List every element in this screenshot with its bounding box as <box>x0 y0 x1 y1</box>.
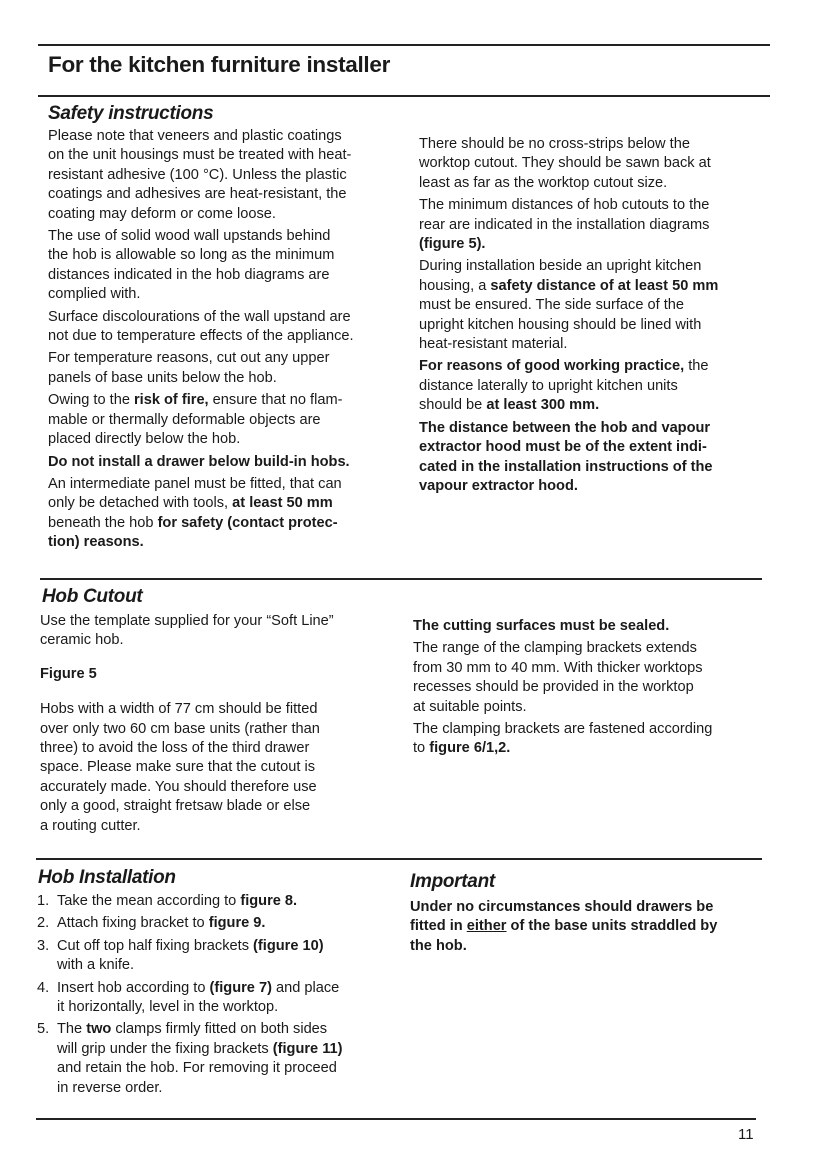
text-line <box>419 174 718 193</box>
text-run: in reverse order. <box>57 1079 163 1096</box>
bold-text: (figure 7) <box>209 979 272 996</box>
text-line <box>48 369 354 388</box>
bold-text: (figure 10) <box>253 937 324 954</box>
text-line <box>48 349 354 368</box>
text-run: Use the template supplied for your “Soft Line” <box>40 613 334 629</box>
underlined-bold-text: either <box>466 918 507 935</box>
text-line <box>40 631 334 650</box>
text-line <box>410 917 717 936</box>
text-run: on the unit housings must be treated with heat- <box>48 147 352 164</box>
text-run: accurately made. You should therefore use <box>40 778 317 795</box>
list-item <box>37 979 343 1018</box>
cutout-left-column <box>40 612 334 839</box>
text-run: only be detached with tools, <box>48 495 233 512</box>
text-line <box>37 937 343 956</box>
bold-text: of the base units straddled by <box>506 918 718 935</box>
paragraph <box>419 257 718 354</box>
text-line <box>419 377 718 396</box>
text-run: coating may deform or come loose. <box>48 205 276 222</box>
text-run: Cut off top half fixing brackets <box>57 937 254 954</box>
text-line <box>48 430 354 449</box>
bold-text: vapour extractor hood. <box>419 477 578 494</box>
bold-text: Figure 5 <box>40 665 97 682</box>
text-line <box>413 659 712 678</box>
text-line <box>37 998 343 1017</box>
text-run: the <box>684 358 709 375</box>
text-line <box>413 639 712 658</box>
text-line <box>413 678 712 697</box>
top-rule <box>38 44 770 46</box>
text-run: and retain the hob. For removing it proceed <box>57 1060 337 1077</box>
step-number: 2. <box>37 915 50 932</box>
bold-text: figure 6/1,2. <box>429 740 511 757</box>
important-heading: Important <box>410 871 495 892</box>
text-line <box>37 1020 343 1039</box>
paragraph <box>413 720 712 759</box>
text-run: placed directly below the hob. <box>48 431 241 448</box>
text-run: from 30 mm to 40 mm. With thicker worktops <box>413 659 703 676</box>
paragraph <box>48 453 354 472</box>
text-run: Attach fixing bracket to <box>57 915 209 932</box>
bold-text: safety distance of at least 50 mm <box>490 277 719 294</box>
bold-text: at least 300 mm. <box>486 397 600 414</box>
installation-rule <box>36 858 762 860</box>
cutout-rule <box>40 578 762 580</box>
text-run: clamps firmly fitted on both sides <box>111 1021 328 1038</box>
text-line <box>40 797 334 816</box>
bold-text: The cutting surfaces must be sealed. <box>413 618 670 634</box>
bold-text: at least 50 mm <box>232 495 333 512</box>
text-line <box>37 1079 343 1098</box>
text-line <box>413 698 712 717</box>
paragraph <box>40 700 334 836</box>
installation-heading: Hob Installation <box>38 867 176 888</box>
text-line <box>40 817 334 836</box>
text-line <box>37 914 343 933</box>
paragraph <box>48 391 354 449</box>
page-number: 11 <box>738 1126 754 1143</box>
text-line <box>48 327 354 346</box>
page-title: For the kitchen furniture installer <box>48 52 391 77</box>
bold-text: cated in the installation instructions of the <box>419 458 713 475</box>
bold-text: for safety (contact protec- <box>157 514 338 531</box>
text-run: rear are indicated in the installation diagrams <box>419 216 710 233</box>
cutout-heading: Hob Cutout <box>42 586 143 607</box>
text-run: least as far as the worktop cutout size. <box>419 174 668 191</box>
text-line <box>40 612 334 631</box>
text-line <box>48 205 354 224</box>
text-line <box>419 458 718 477</box>
text-line <box>37 979 343 998</box>
text-run: panels of base units below the hob. <box>48 369 277 386</box>
paragraph <box>413 617 712 636</box>
bold-text: the hob. <box>410 937 467 954</box>
text-run: only a good, straight fretsaw blade or else <box>40 798 311 815</box>
text-run: There should be no cross-strips below the <box>419 136 690 152</box>
bold-text: (figure 11) <box>272 1040 343 1057</box>
text-run: three) to avoid the loss of the third drawer <box>40 740 310 757</box>
text-run: ensure that no flam- <box>208 392 343 409</box>
paragraph <box>40 612 334 651</box>
cutout-right-column <box>413 617 712 762</box>
installation-steps <box>37 892 343 1101</box>
text-line <box>48 266 354 285</box>
safety-right-column <box>419 135 718 499</box>
text-run: space. Please make sure that the cutout is <box>40 759 316 776</box>
text-run: not due to temperature effects of the appliance. <box>48 328 354 345</box>
text-line <box>419 257 718 276</box>
bold-text: extractor hood must be of the extent indi- <box>419 439 707 456</box>
text-line <box>419 135 718 154</box>
text-line <box>48 227 354 246</box>
bold-text: figure 8. <box>240 893 298 909</box>
text-run: a routing cutter. <box>40 817 141 834</box>
text-line <box>410 898 717 917</box>
text-run: should be <box>419 397 487 414</box>
text-line <box>410 937 717 956</box>
text-run: at suitable points. <box>413 698 527 715</box>
bold-text: Under no circumstances should drawers be <box>410 899 714 915</box>
text-line <box>419 419 718 438</box>
text-run: the hob is allowable so long as the minimum <box>48 247 335 264</box>
text-line <box>40 758 334 777</box>
text-run: mable or thermally deformable objects are <box>48 411 321 428</box>
step-number: 1. <box>37 893 50 909</box>
paragraph <box>40 665 334 684</box>
text-run: will grip under the fixing brackets <box>57 1040 273 1057</box>
text-run: The <box>57 1021 87 1038</box>
safety-left-column <box>48 127 354 556</box>
text-line <box>419 477 718 496</box>
text-line <box>419 235 718 254</box>
text-line <box>48 533 354 552</box>
text-line <box>419 154 718 173</box>
text-run: complied with. <box>48 286 141 303</box>
text-run: ceramic hob. <box>40 632 124 649</box>
text-line <box>419 196 718 215</box>
text-line <box>413 617 712 636</box>
text-run: with a knife. <box>57 957 135 974</box>
text-run: recesses should be provided in the worktop <box>413 679 694 696</box>
paragraph <box>419 196 718 254</box>
text-line <box>48 146 354 165</box>
list-item <box>37 892 343 911</box>
text-run: The minimum distances of hob cutouts to the <box>419 197 710 214</box>
paragraph <box>48 475 354 553</box>
text-run: resistant adhesive (100 °C). Unless the plastic <box>48 166 347 183</box>
step-number: 3. <box>37 937 50 954</box>
list-item <box>37 914 343 933</box>
text-line <box>48 391 354 410</box>
text-run: distance laterally to upright kitchen units <box>419 377 678 394</box>
bold-text: tion) reasons. <box>48 534 144 551</box>
paragraph <box>48 227 354 305</box>
text-line <box>37 1059 343 1078</box>
paragraph <box>48 127 354 224</box>
text-run: heat-resistant material. <box>419 336 568 353</box>
text-line <box>48 127 354 146</box>
text-run: Hobs with a width of 77 cm should be fitted <box>40 701 318 718</box>
text-run: and place <box>271 979 340 996</box>
text-run: The clamping brackets are fastened according <box>413 721 713 738</box>
text-run: An intermediate panel must be fitted, that can <box>48 475 342 492</box>
step-number: 4. <box>37 979 50 996</box>
text-run: must be ensured. The side surface of the <box>419 297 685 314</box>
text-line <box>48 411 354 430</box>
text-run: to <box>413 740 430 757</box>
text-run: Owing to the <box>48 392 134 409</box>
text-line <box>48 475 354 494</box>
text-run: Please note that veneers and plastic coatings <box>48 128 342 144</box>
text-line <box>419 438 718 457</box>
step-number: 5. <box>37 1021 50 1038</box>
list-item <box>37 937 343 976</box>
text-run: Take the mean according to <box>57 893 241 909</box>
text-line <box>419 335 718 354</box>
text-run: The use of solid wood wall upstands behind <box>48 228 331 245</box>
paragraph <box>419 135 718 193</box>
text-run: For temperature reasons, cut out any upper <box>48 350 330 367</box>
bold-text: For reasons of good working practice, <box>419 358 685 375</box>
bold-text: risk of fire, <box>134 392 209 409</box>
text-run: distances indicated in the hob diagrams are <box>48 266 330 283</box>
text-line <box>48 285 354 304</box>
text-line <box>48 166 354 185</box>
text-line <box>419 396 718 415</box>
text-line <box>48 246 354 265</box>
text-line <box>48 494 354 513</box>
text-line <box>48 453 354 472</box>
text-run: Insert hob according to <box>57 979 210 996</box>
text-line <box>40 665 334 684</box>
text-run: it horizontally, level in the worktop. <box>57 999 279 1016</box>
text-run: During installation beside an upright kitchen <box>419 258 702 275</box>
bold-text: The distance between the hob and vapour <box>419 419 711 436</box>
text-run: upright kitchen housing should be lined with <box>419 316 702 333</box>
text-line <box>419 277 718 296</box>
text-line <box>413 739 712 758</box>
text-line <box>419 296 718 315</box>
paragraph <box>48 308 354 347</box>
text-line <box>419 357 718 376</box>
text-line <box>40 778 334 797</box>
bold-text: two <box>86 1021 112 1038</box>
bold-text: figure 9. <box>208 915 266 932</box>
text-line <box>419 216 718 235</box>
text-line <box>40 700 334 719</box>
paragraph <box>419 419 718 497</box>
text-run: beneath the hob <box>48 514 158 531</box>
text-line <box>37 892 343 911</box>
bold-text: (figure 5). <box>419 236 486 253</box>
text-line <box>48 514 354 533</box>
text-run: Surface discolourations of the wall upstand are <box>48 308 351 325</box>
text-run: worktop cutout. They should be sawn back at <box>419 155 711 172</box>
paragraph <box>48 349 354 388</box>
text-run: The range of the clamping brackets extends <box>413 640 697 657</box>
text-line <box>48 308 354 327</box>
text-line <box>48 185 354 204</box>
bold-text: Do not install a drawer below build-in hobs. <box>48 453 350 470</box>
text-line <box>37 956 343 975</box>
bottom-rule <box>36 1118 756 1120</box>
safety-heading: Safety instructions <box>48 103 214 124</box>
text-run: coatings and adhesives are heat-resistant, the <box>48 186 347 203</box>
text-line <box>413 720 712 739</box>
text-line <box>40 720 334 739</box>
text-run: housing, a <box>419 277 491 294</box>
text-line <box>419 316 718 335</box>
title-rule <box>38 95 770 97</box>
text-line <box>37 1040 343 1059</box>
text-line <box>40 739 334 758</box>
paragraph <box>413 639 712 717</box>
important-body <box>410 898 717 956</box>
list-item <box>37 1020 343 1098</box>
bold-text: fitted in <box>410 918 467 935</box>
text-run: over only two 60 cm base units (rather than <box>40 720 320 737</box>
paragraph <box>419 357 718 415</box>
